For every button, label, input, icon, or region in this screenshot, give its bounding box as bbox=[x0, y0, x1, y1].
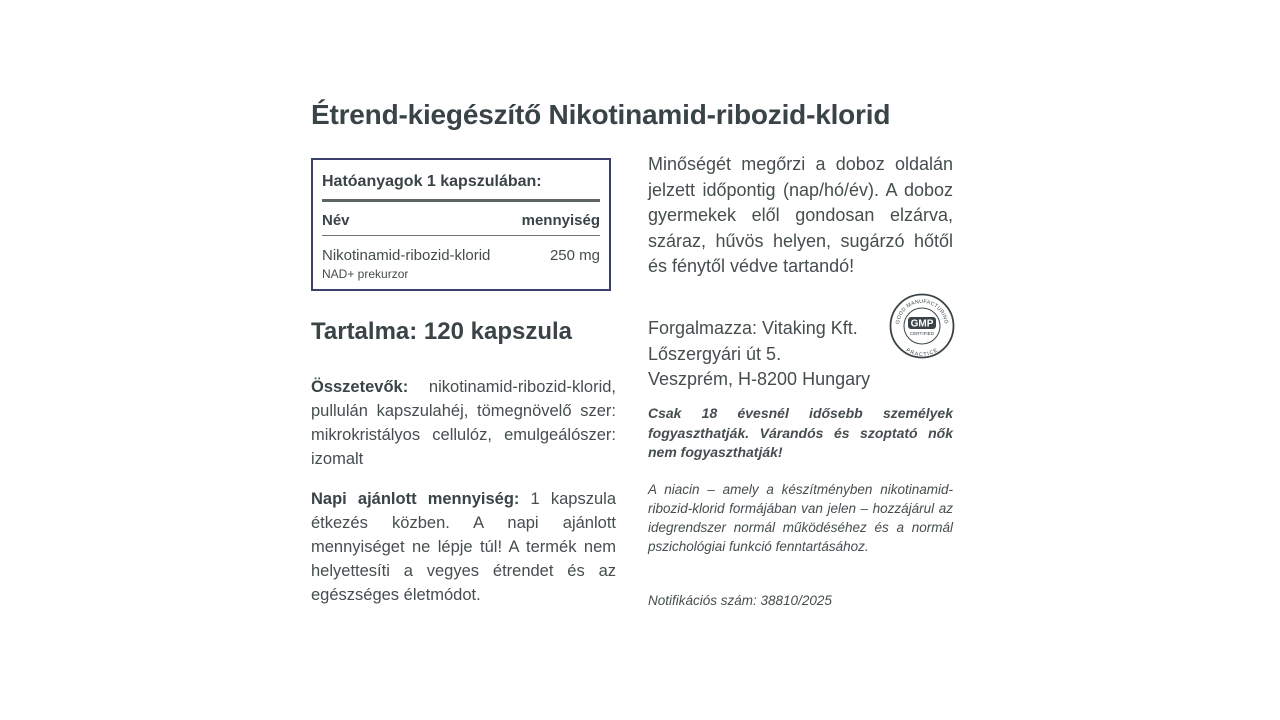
niacin-claim: A niacin – amely a készítményben nikotinamid-ribozid-klorid formájában van jelen – hozzájárul az idegrendszer normál működéséhez és a normál pszichológiai funkció fenntartásához. bbox=[648, 482, 953, 554]
column-name: Név bbox=[322, 212, 350, 229]
distributor-street: Lőszergyári út 5. bbox=[648, 343, 782, 364]
ingredients-text: nikotinamid-ribozid-klorid, pullulán kapszulahéj, tömegnövelő szer: mikrokristályos cellulóz, emulgeálószer: izomalt bbox=[311, 378, 616, 468]
table-heading: Hatóanyagok 1 kapszulában: bbox=[322, 173, 600, 202]
age-warning: Csak 18 évesnél idősebb személyek fogyaszthatják. Várandós és szoptató nők nem fogyaszthatják! bbox=[648, 405, 953, 460]
storage-instructions: Minőségét megőrzi a doboz oldalán jelzett időpontig (nap/hó/év). A doboz gyermekek elől gondosan elzárva, száraz, hűvös helyen, sugárzó hőtől és fénytől védve tartandó! bbox=[648, 154, 953, 276]
gmp-ring-bottom: PRACTICE bbox=[904, 347, 940, 359]
active-ingredients-table bbox=[311, 158, 611, 291]
daily-dose-label: Napi ajánlott mennyiség: bbox=[311, 490, 520, 508]
package-contents: Tartalma: 120 kapszula bbox=[311, 318, 573, 345]
distributor-city: Veszprém, H-8200 Hungary bbox=[648, 369, 871, 389]
table-row bbox=[322, 247, 600, 264]
gmp-sub-label: CERTIFIED bbox=[909, 331, 935, 336]
column-amount: mennyiség bbox=[521, 212, 600, 229]
product-title: Étrend-kiegészítő Nikotinamid-ribozid-klorid bbox=[311, 99, 891, 130]
ingredients-paragraph bbox=[311, 375, 616, 471]
distributor-name: Forgalmazza: Vitaking Kft. bbox=[648, 318, 858, 338]
gmp-label: GMP bbox=[910, 318, 934, 330]
daily-dose-paragraph bbox=[311, 487, 616, 607]
ingredients-label: Összetevők: bbox=[311, 378, 409, 396]
daily-dose-text: 1 kapszula étkezés közben. A napi ajánlott mennyiséget ne lépje túl! A termék nem helyettesíti a vegyes étrendet és az egészséges életmódot. bbox=[311, 490, 616, 604]
gmp-certified-badge bbox=[889, 293, 955, 359]
gmp-ring-top: GOOD MANUFACTURING bbox=[895, 298, 949, 325]
ingredient-amount: 250 mg bbox=[549, 247, 600, 264]
ingredient-note: NAD+ prekurzor bbox=[322, 267, 409, 281]
notification-number: Notifikációs szám: 38810/2025 bbox=[648, 593, 832, 608]
table-column-headers bbox=[322, 202, 600, 236]
ingredient-name: Nikotinamid-ribozid-klorid bbox=[322, 247, 491, 264]
